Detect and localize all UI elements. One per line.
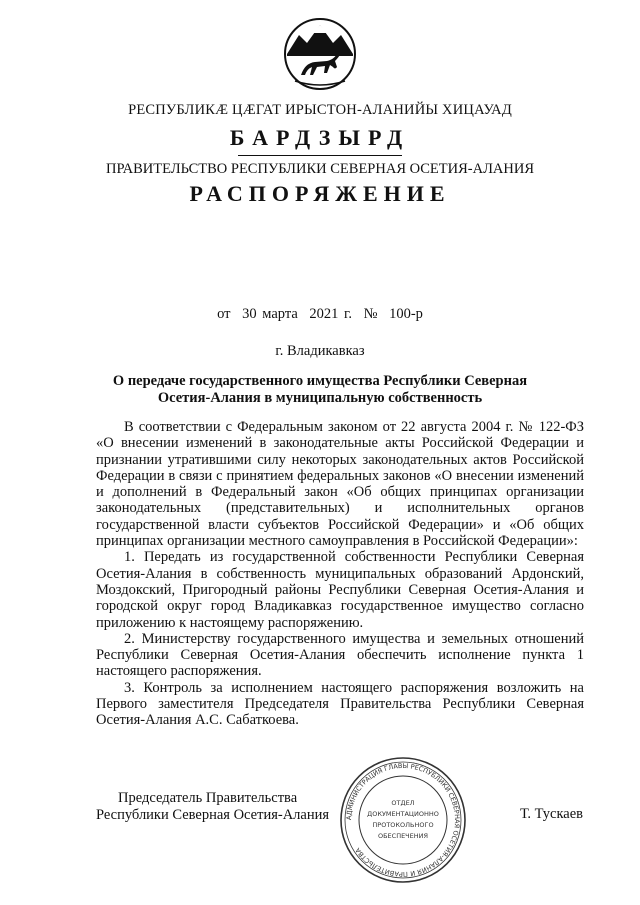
signatory-position-line2: Республики Северная Осетия-Алания — [96, 807, 330, 823]
city-name: г. Владикавказ — [275, 343, 365, 359]
item-2-paragraph: 2. Министерству государственного имущества и земельных отношений Республики Северная Осетия-Алания обеспечить исполнение пункта 1 настоящего распоряжения. — [96, 630, 584, 680]
order-year: 2021 г. — [309, 306, 352, 322]
stamp-center-line4: ОБЕСПЕЧЕНИЯ — [377, 832, 429, 840]
header-divider — [238, 155, 402, 156]
signatory-position — [96, 790, 329, 824]
stamp-center-line1: ОТДЕЛ — [391, 799, 415, 807]
date-prefix: от — [217, 306, 231, 322]
number-sign: № — [363, 306, 378, 322]
order-date: 30 марта — [242, 306, 298, 322]
document-body — [96, 419, 584, 729]
date-number-line — [0, 306, 640, 323]
ossetian-order-title: БАРДЗЫРД — [229, 125, 411, 150]
russian-order-title: РАСПОРЯЖЕНИЕ — [189, 181, 451, 206]
document-title: О передаче государственного имущества Республики Северная Осетия-Алания в муниципальную собственность — [112, 373, 528, 406]
stamp-ring-text — [345, 762, 461, 878]
item-3-paragraph: 3. Контроль за исполнением настоящего распоряжения возложить на Первого заместителя Председателя Правительства Республики Северная Осетия-Алания А.С. Сабаткоева. — [96, 679, 584, 729]
stamp-center-line3: ПРОТОКОЛЬНОГО — [372, 821, 434, 829]
stamp-ring-textpath: АДМИНИСТРАЦИЯ ГЛАВЫ РЕСПУБЛИКИ СЕВЕРНАЯ ОСЕТИЯ-АЛАНИЯ И ПРАВИТЕЛЬСТВА — [344, 761, 462, 879]
preamble-paragraph: В соответствии с Федеральным законом от 22 августа 2004 г. № 122-ФЗ «О внесении изменений в законодательные акты Российской Федерации и признании утратившими силу некоторых законодательных актов Российской Федерации в связи с принятием федеральных законов «О внесении изменений и дополнений в Федеральный закон «Об общих принципах организации законодательных (представительных) и исполнительных органов государственной власти субъектов Российской Федерации» и «Об общих принципах организации местного самоуправления в Российской Федерации»: — [96, 419, 584, 550]
order-number: 100-р — [389, 306, 423, 322]
signatory-name: Т. Тускаев — [520, 806, 584, 822]
ossetian-government-heading: РЕСПУБЛИКӔ ЦӔГАТ ИРЫСТОН-АЛАНИЙЫ ХИЦАУАД — [128, 102, 512, 118]
signatory-position-line1: Председатель Правительства — [118, 790, 298, 806]
russian-government-heading: ПРАВИТЕЛЬСТВО РЕСПУБЛИКИ СЕВЕРНАЯ ОСЕТИЯ-АЛАНИЯ — [105, 161, 535, 177]
stamp-center-line2: ДОКУМЕНТАЦИОННО — [367, 810, 439, 818]
coat-of-arms-emblem — [283, 17, 357, 91]
item-1-paragraph: 1. Передать из государственной собственности Республики Северная Осетия-Алания в собственность муниципальных образований Ардонский, Моздокский, Пригородный районы Республики Северная Осетия-Алания и городской округ город Владикавказ государственное имущество согласно приложению к настоящему распоряжению. — [96, 549, 584, 631]
official-stamp — [338, 755, 468, 885]
